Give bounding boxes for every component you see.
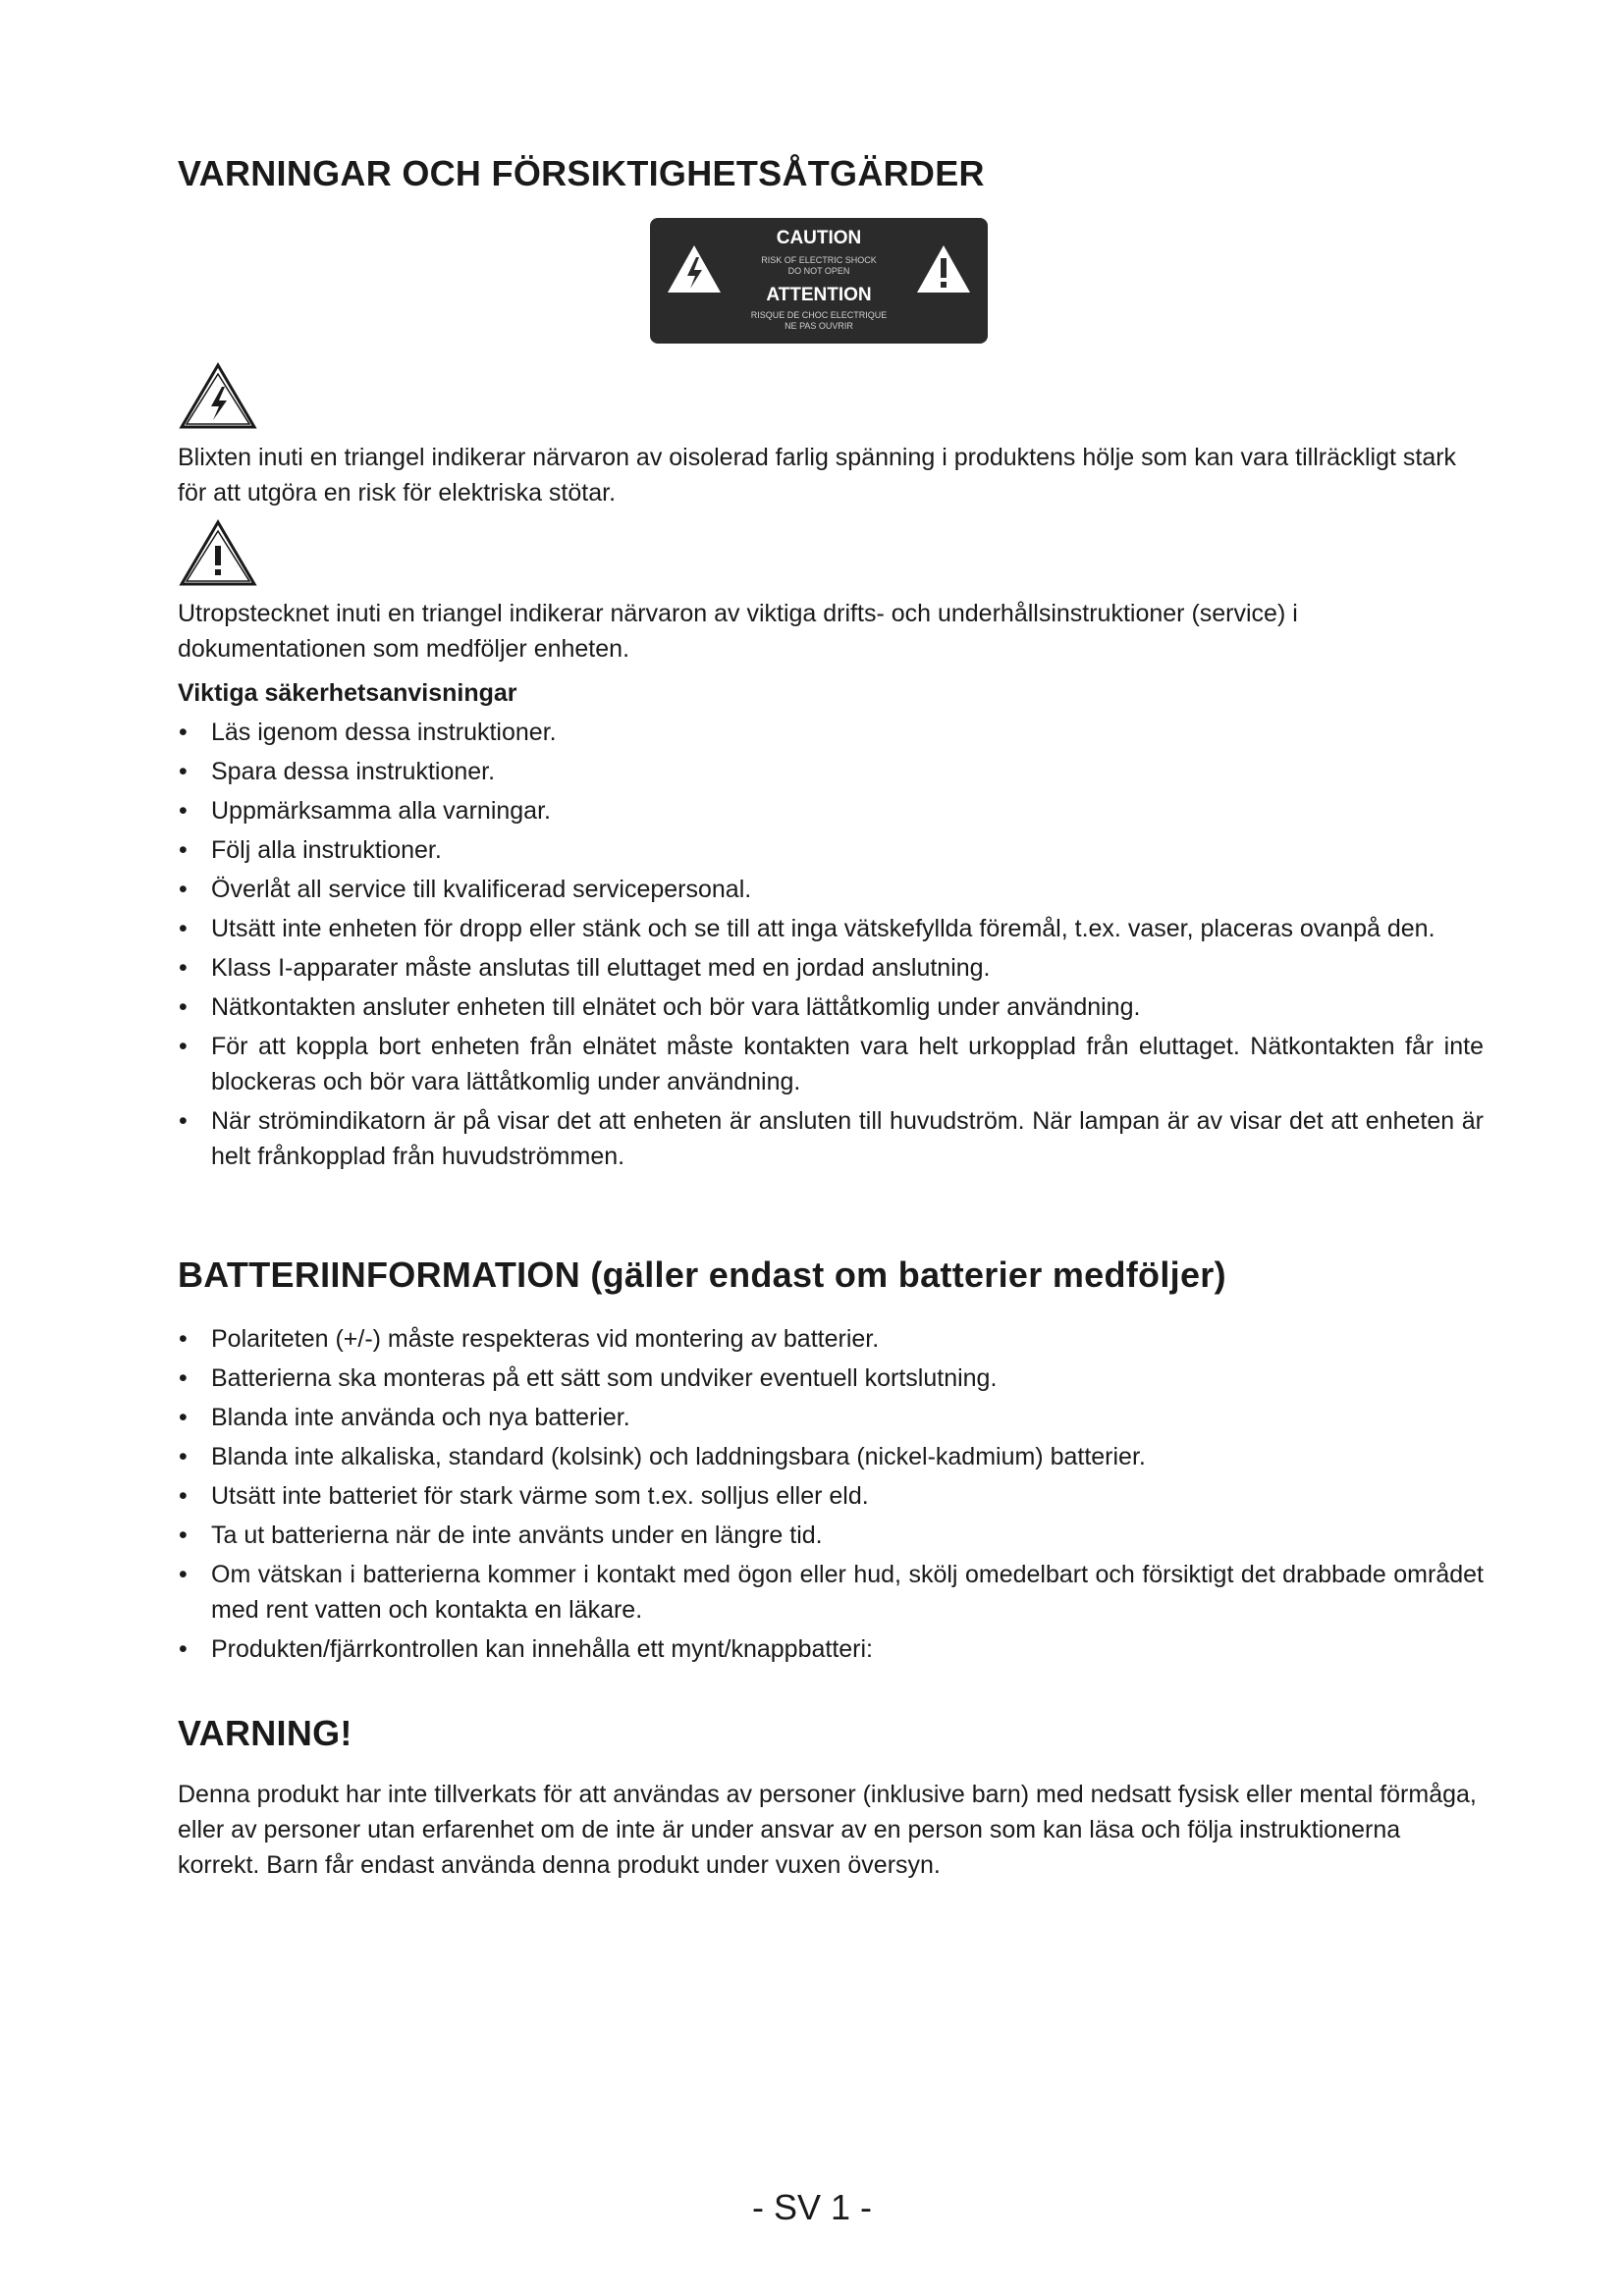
list-item: • Nätkontakten ansluter enheten till elnätet och bör vara lättåtkomlig under användning.	[178, 989, 1484, 1025]
safety-list	[178, 715, 1484, 1178]
attention-text: ATTENTION	[766, 285, 872, 305]
list-item: • För att koppla bort enheten från elnätet måste kontakten vara helt urkopplad från eluttaget. Nätkontakten får inte blockeras och bör vara lättåtkomlig under användning.	[178, 1029, 1484, 1099]
ne-pas-ouvrir-text: NE PAS OUVRIR	[785, 321, 853, 331]
list-item: • Utsätt inte batteriet för stark värme som t.ex. solljus eller eld.	[178, 1478, 1484, 1514]
list-item: • Ta ut batterierna när de inte använts under en längre tid.	[178, 1518, 1484, 1553]
list-item: • Spara dessa instruktioner.	[178, 754, 1484, 789]
section-title-warnings: VARNINGAR OCH FÖRSIKTIGHETSÅTGÄRDER	[178, 153, 985, 193]
list-item: • Polariteten (+/-) måste respekteras vid montering av batterier.	[178, 1321, 1484, 1357]
list-item: • Klass I-apparater måste anslutas till eluttaget med en jordad anslutning.	[178, 950, 1484, 986]
caution-label	[650, 218, 988, 344]
do-not-open-text: DO NOT OPEN	[787, 266, 850, 276]
lightning-description: Blixten inuti en triangel indikerar närvaron av oisolerad farlig spänning i produktens hölje som kan vara tillräckligt stark för att utgöra en risk för elektriska stötar.	[178, 444, 1457, 507]
page-number: - SV 1 -	[751, 2187, 873, 2227]
safety-heading: Viktiga säkerhetsanvisningar	[178, 679, 517, 707]
list-item: • Produkten/fjärrkontrollen kan innehålla ett mynt/knappbatteri:	[178, 1631, 1484, 1667]
list-item: • Utsätt inte enheten för dropp eller stänk och se till att inga vätskefyllda föremål, t.ex. vaser, placeras ovanpå den.	[178, 911, 1484, 946]
risk-en-text: RISK OF ELECTRIC SHOCK	[761, 255, 877, 265]
lightning-symbol-icon	[178, 361, 258, 430]
list-item: • Blanda inte alkaliska, standard (kolsink) och laddningsbara (nickel-kadmium) batterier.	[178, 1439, 1484, 1474]
list-item: • Följ alla instruktioner.	[178, 832, 1484, 868]
list-item: • Batterierna ska monteras på ett sätt som undviker eventuell kortslutning.	[178, 1361, 1484, 1396]
section-title-warning: VARNING!	[178, 1713, 352, 1753]
list-item: • Om vätskan i batterierna kommer i kontakt med ögon eller hud, skölj omedelbart och försiktigt det drabbade området med rent vatten och kontakta en läkare.	[178, 1557, 1484, 1628]
section-title-battery: BATTERIINFORMATION (gäller endast om batterier medföljer)	[178, 1255, 1226, 1295]
warning-text: Denna produkt har inte tillverkats för att användas av personer (inklusive barn) med nedsatt fysisk eller mental förmåga, eller av personer utan erfarenhet om de inte är under ansvar av en person som kan läsa och följa instruktionerna korrekt. Barn får endast använda denna produkt under vuxen översyn.	[178, 1781, 1477, 1879]
risk-fr-text: RISQUE DE CHOC ELECTRIQUE	[750, 310, 888, 320]
battery-list	[178, 1321, 1484, 1671]
exclamation-description: Utropstecknet inuti en triangel indikerar närvaron av viktiga drifts- och underhållsinstruktioner (service) i dokumentationen som medföljer enheten.	[178, 600, 1298, 663]
list-item: • Överlåt all service till kvalificerad servicepersonal.	[178, 872, 1484, 907]
exclamation-symbol-icon	[178, 518, 258, 587]
list-item: • Blanda inte använda och nya batterier.	[178, 1400, 1484, 1435]
list-item: • Läs igenom dessa instruktioner.	[178, 715, 1484, 750]
list-item: • När strömindikatorn är på visar det att enheten är ansluten till huvudström. När lampan är av visar det att enheten är helt frånkopplad från huvudströmmen.	[178, 1103, 1484, 1174]
list-item: • Uppmärksamma alla varningar.	[178, 793, 1484, 828]
caution-text: CAUTION	[776, 228, 862, 248]
